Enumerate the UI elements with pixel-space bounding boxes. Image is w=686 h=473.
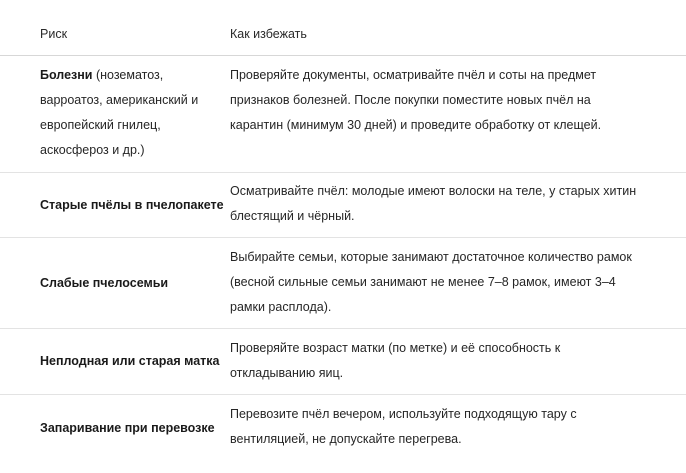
header-avoid: Как избежать (230, 27, 307, 41)
risk-cell (0, 395, 230, 461)
avoid-text: Осматривайте пчёл: молодые имеют волоски на теле, у старых хитин блестящий и чёрный. (230, 184, 637, 223)
avoid-text: Перевозите пчёл вечером, используйте подходящую тару с вентиляцией, не допускайте перегрева. (230, 407, 577, 446)
risk-cell (0, 329, 230, 394)
table-row (0, 238, 686, 329)
avoid-text: Проверяйте возраст матки (по метке) и её способность к откладыванию яиц. (230, 341, 561, 380)
risk-details: (нозематоз, варроатоз, американский и европейский гнилец, аскосфероз и др.) (40, 68, 199, 157)
risk-text (40, 63, 220, 163)
risk-cell (0, 238, 230, 328)
table-row (0, 56, 686, 173)
risk-title: Старые пчёлы в пчелопакете (40, 197, 224, 212)
header-risk: Риск (40, 27, 68, 41)
table-header (0, 0, 686, 56)
avoid-text: Проверяйте документы, осматривайте пчёл и соты на предмет признаков болезней. После покупки поместите новых пчёл на карантин (минимум 30 дней) и проведите обработку от клещей. (230, 68, 602, 132)
risk-title: Слабые пчелосемьи (40, 275, 169, 290)
table-row (0, 395, 686, 461)
risk-title: Запаривание при перевозке (40, 420, 215, 435)
risk-cell (0, 173, 230, 237)
table-row (0, 329, 686, 395)
avoid-text: Выбирайте семьи, которые занимают достаточное количество рамок (весной сильные семьи занимают не менее 7–8 рамок, имеют 3–4 рамки расплода). (230, 250, 632, 314)
risk-cell (0, 56, 230, 172)
avoid-cell (230, 395, 646, 461)
avoid-cell (230, 329, 646, 394)
avoid-cell (230, 238, 646, 328)
risk-title: Болезни (40, 68, 93, 82)
table-row (0, 173, 686, 238)
avoid-cell (230, 56, 646, 172)
risk-title: Неплодная или старая матка (40, 354, 220, 368)
avoid-cell (230, 173, 646, 237)
